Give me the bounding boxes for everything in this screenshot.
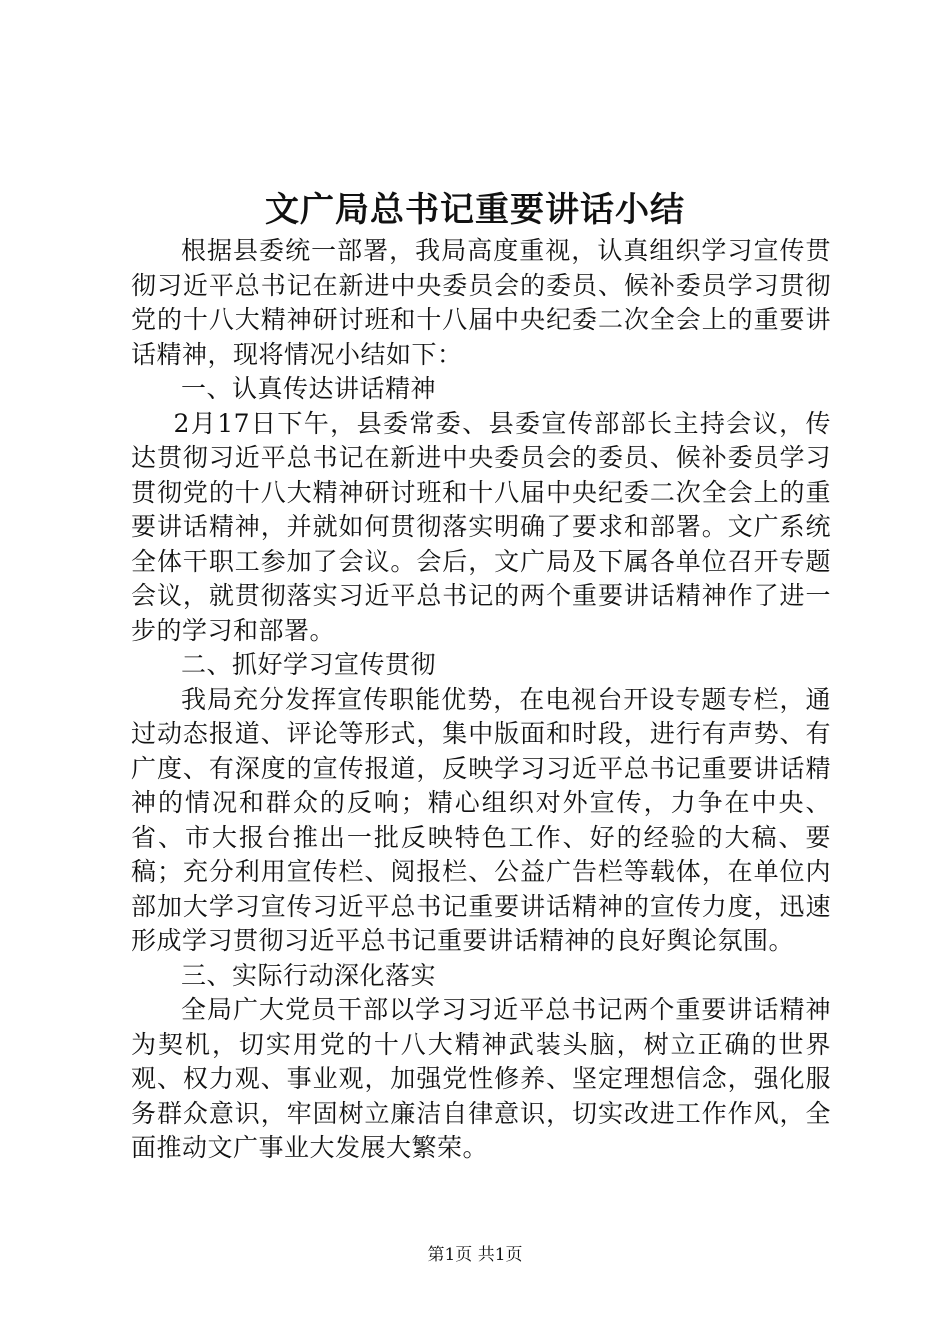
document-title: 文广局总书记重要讲话小结 [265,190,685,230]
page-number-footer: 第1页 共1页 [427,1245,523,1265]
section-paragraph-1: 2月17日下午，县委常委、县委宣传部部长主持会议，传达贯彻习近平总书记在新进中央委员会的委员、候补委员学习贯彻党的十八大精神研讨班和十八届中央纪委二次全会上的重要讲话精神，并就如何贯彻落实明确了要求和部署。文广系统全体干职工参加了会议。会后，文广局及下属各单位召开专题会议，就贯彻落实习近平总书记的两个重要讲话精神作了进一步的学习和部署。 [131,408,831,645]
section-heading-1: 一、认真传达讲话精神 [181,374,437,403]
document-body [131,234,831,1166]
section-paragraph-2: 我局充分发挥宣传职能优势，在电视台开设专题专栏，通过动态报道、评论等形式，集中版面和时段，进行有声势、有广度、有深度的宣传报道，反映学习习近平总书记重要讲话精神的情况和群众的反响；精心组织对外宣传，力争在中央、省、市大报台推出一批反映特色工作、好的经验的大稿、要稿；充分利用宣传栏、阅报栏、公益广告栏等载体，在单位内部加大学习宣传习近平总书记重要讲话精神的宣传力度，迅速形成学习贯彻习近平总书记重要讲话精神的良好舆论氛围。 [131,684,831,955]
section-heading-3: 三、实际行动深化落实 [181,960,437,990]
section-paragraph-3: 全局广大党员干部以学习习近平总书记两个重要讲话精神为契机，切实用党的十八大精神武装头脑，树立正确的世界观、权力观、事业观，加强党性修养、坚定理想信念，强化服务群众意识，牢固树立廉洁自律意识，切实改进工作作风，全面推动文广事业大发展大繁荣。 [131,995,831,1162]
section-heading-2: 二、抓好学习宣传贯彻 [181,650,437,679]
intro-paragraph: 根据县委统一部署，我局高度重视，认真组织学习宣传贯彻习近平总书记在新进中央委员会的委员、候补委员学习贯彻党的十八大精神研讨班和十八届中央纪委二次全会上的重要讲话精神，现将情况小结如下： [131,236,831,369]
